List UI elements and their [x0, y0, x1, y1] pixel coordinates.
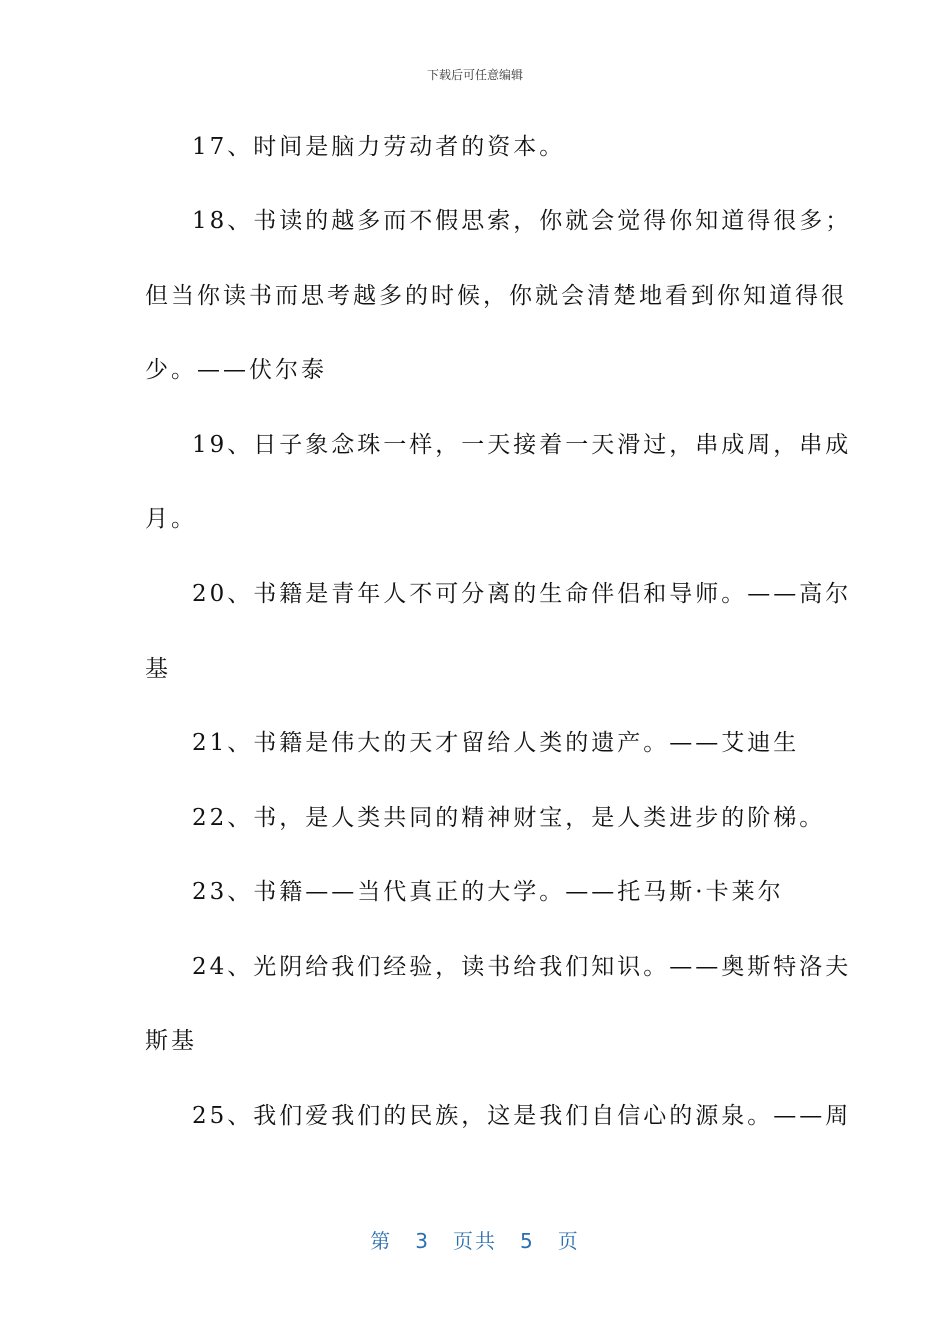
text-line: 24、光阴给我们经验，读书给我们知识。——奥斯特洛夫: [192, 954, 852, 980]
text-line: 25、我们爱我们的民族，这是我们自信心的源泉。——周: [192, 1103, 852, 1129]
text-line: 21、书籍是伟大的天才留给人类的遗产。——艾迪生: [192, 730, 800, 756]
page-label-suffix: 页: [557, 1229, 580, 1253]
current-page-number: 3: [415, 1229, 430, 1253]
page-header: 下载后可任意编辑: [426, 68, 523, 82]
text-line: 月。: [145, 506, 197, 532]
text-line: 但当你读书而思考越多的时候，你就会清楚地看到你知道得很: [145, 283, 847, 309]
text-line: 20、书籍是青年人不可分离的生命伴侣和导师。——高尔: [192, 581, 852, 607]
text-line: 斯基: [145, 1028, 197, 1054]
page-label-prefix: 第: [370, 1229, 393, 1253]
text-line: 22、书，是人类共同的精神财宝，是人类进步的阶梯。: [192, 805, 826, 831]
text-line: 19、日子象念珠一样，一天接着一天滑过，串成周，串成: [192, 432, 852, 458]
text-line: 少。——伏尔泰: [145, 357, 327, 383]
text-line: 17、时间是脑力劳动者的资本。: [192, 134, 566, 160]
page-label-middle: 页共: [453, 1229, 497, 1253]
total-pages-number: 5: [519, 1229, 535, 1253]
text-line: 基: [145, 656, 171, 682]
text-line: 18、书读的越多而不假思索，你就会觉得你知道得很多；: [192, 208, 852, 234]
text-line: 23、书籍——当代真正的大学。——托马斯·卡莱尔: [192, 879, 784, 905]
page-footer: [0, 1225, 950, 1254]
